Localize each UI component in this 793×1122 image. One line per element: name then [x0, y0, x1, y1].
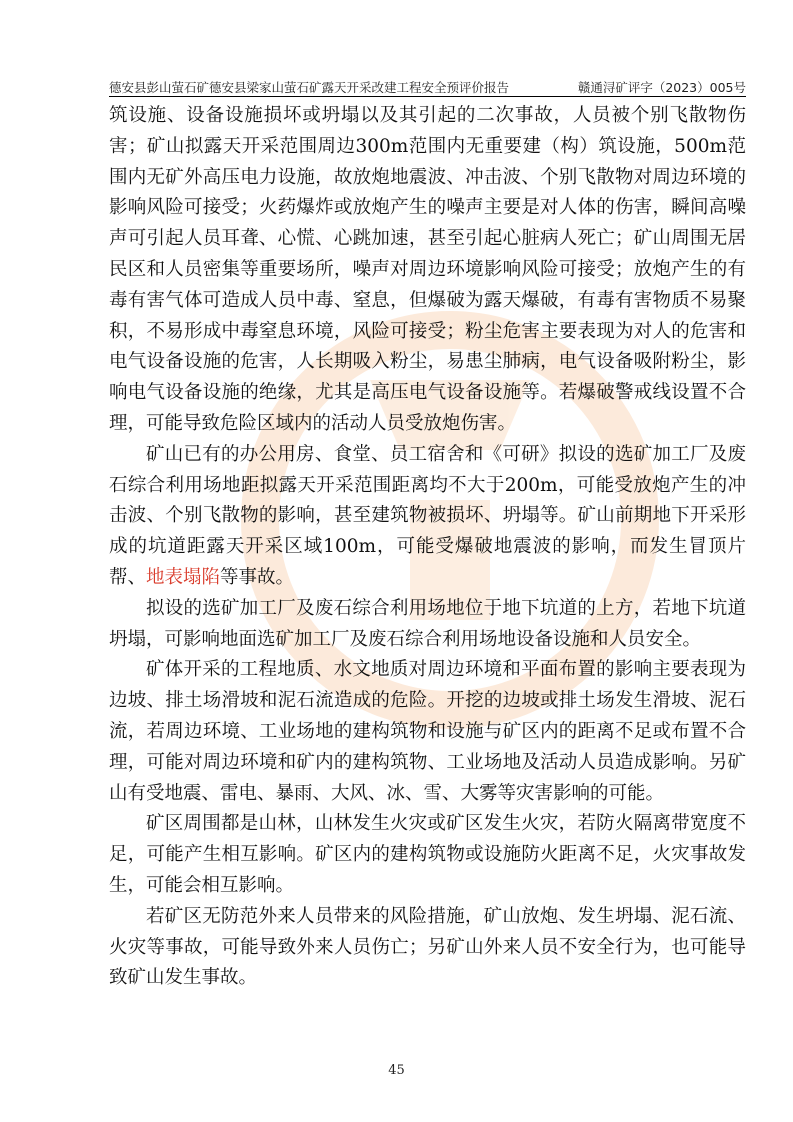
paragraph-text: 筑设施、设备设施损坏或坍塌以及其引起的二次事故，人员被个别飞散物伤害；矿山拟露天开采范围周边300m范围内无重要建（构）筑设施，500m范围内无矿外高压电力设施，故放炮地震波、冲击波、个别飞散物对周边环境的影响风险可接受；火药爆炸或放炮产生的噪声主要是对人体的伤害，瞬间高噪声可引起人员耳聋、心慌、心跳加速，甚至引起心脏病人死亡；矿山周围无居民区和人员密集等重要场所，噪声对周边环境影响风险可接受；放炮产生的有毒有害气体可造成人员中毒、窒息，但爆破为露天爆破，有毒有害物质不易聚积，不易形成中毒窒息环境，风险可接受；粉尘危害主要表现为对人的危害和电气设备设施的危害，人长期吸入粉尘，易患尘肺病，电气设备吸附粉尘，影响电气设备设施的绝缘，尤其是高压电气设备设施等。若爆破警戒线设置不合理，可能导致危险区域内的活动人员受放炮伤害。 — [109, 105, 746, 434]
body-paragraph — [109, 440, 746, 594]
body-paragraph — [109, 902, 746, 994]
highlighted-text: 地表塌陷 — [146, 566, 221, 588]
body-paragraph — [109, 594, 746, 656]
body-paragraph — [109, 809, 746, 901]
page-header — [109, 78, 746, 96]
body-paragraph — [109, 655, 746, 809]
paragraph-text: 拟设的选矿加工厂及废石综合利用场地位于地下坑道的上方，若地下坑道坍塌，可影响地面选矿加工厂及废石综合利用场地设备设施和人员安全。 — [109, 597, 746, 650]
paragraph-text: 若矿区无防范外来人员带来的风险措施，矿山放炮、发生坍塌、泥石流、火灾等事故，可能导致外来人员伤亡；另矿山外来人员不安全行为，也可能导致矿山发生事故。 — [109, 905, 746, 989]
document-number: 赣通浔矿评字（2023）005号 — [577, 80, 746, 95]
paragraph-text: 等事故。 — [220, 566, 295, 588]
report-title: 德安县彭山萤石矿德安县梁家山萤石矿露天开采改建工程安全预评价报告 — [109, 80, 510, 95]
body-paragraph — [109, 101, 746, 440]
document-body — [109, 101, 746, 994]
paragraph-text: 矿体开采的工程地质、水文地质对周边环境和平面布置的影响主要表现为边坡、排土场滑坡和泥石流造成的危险。开挖的边坡或排土场发生滑坡、泥石流，若周边环境、工业场地的建构筑物和设施与矿区内的距离不足或布置不合理，可能对周边环境和矿内的建构筑物、工业场地及活动人员造成影响。另矿山有受地震、雷电、暴雨、大风、冰、雪、大雾等灾害影响的可能。 — [109, 659, 746, 804]
paragraph-text: 矿山已有的办公用房、食堂、员工宿舍和《可研》拟设的选矿加工厂及废石综合利用场地距拟露天开采范围距离均不大于200m，可能受放炮产生的冲击波、个别飞散物的影响，甚至建筑物被损坏、坍塌等。矿山前期地下开采形成的坑道距露天开采区域100m，可能受爆破地震波的影响，而发生冒顶片帮、 — [109, 443, 746, 588]
page-number: 45 — [388, 1063, 405, 1078]
paragraph-text: 矿区周围都是山林，山林发生火灾或矿区发生火灾，若防火隔离带宽度不足，可能产生相互影响。矿区内的建构筑物或设施防火距离不足，火灾事故发生，可能会相互影响。 — [109, 813, 746, 896]
header-rule — [109, 96, 746, 97]
